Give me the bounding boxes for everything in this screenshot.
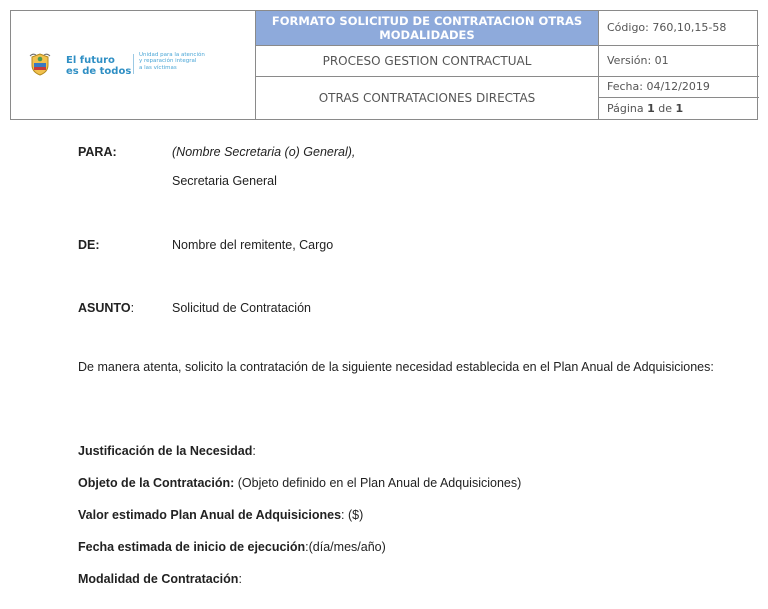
asunto-label: ASUNTO:	[78, 301, 135, 315]
colombia-coat-of-arms-icon	[29, 52, 51, 76]
entity-logo	[11, 11, 255, 119]
document-code: Código: 760,10,15-58	[607, 21, 727, 34]
logo-divider	[133, 54, 134, 74]
slogan-text: El futuro es de todos	[66, 55, 132, 77]
process-name: PROCESO GESTION CONTRACTUAL	[322, 54, 532, 68]
document-title: FORMATO SOLICITUD DE CONTRATACION OTRAS MODALIDADES	[256, 11, 598, 45]
para-recipient-title: Secretaria General	[172, 174, 277, 188]
para-recipient-name: (Nombre Secretaria (o) General),	[172, 145, 356, 159]
document-version: Versión: 01	[607, 54, 669, 67]
justificacion-field: Justificación de la Necesidad:	[78, 444, 256, 458]
document-date: Fecha: 04/12/2019	[607, 80, 710, 93]
fecha-inicio-field: Fecha estimada de inicio de ejecución:(día/mes/año)	[78, 540, 386, 554]
document-header	[10, 10, 758, 120]
page-number: Página 1 de 1	[607, 102, 684, 115]
de-label: DE:	[78, 238, 100, 252]
entity-name-text: Unidad para la atención y reparación integral a las víctimas	[139, 52, 205, 71]
valor-field: Valor estimado Plan Anual de Adquisiciones: ($)	[78, 508, 364, 522]
objeto-field: Objeto de la Contratación: (Objeto definido en el Plan Anual de Adquisiciones)	[78, 476, 522, 490]
para-label: PARA:	[78, 145, 117, 159]
modalidad-field: Modalidad de Contratación:	[78, 572, 242, 586]
subprocess-name: OTRAS CONTRATACIONES DIRECTAS	[318, 91, 536, 105]
asunto-value: Solicitud de Contratación	[172, 301, 311, 315]
request-paragraph: De manera atenta, solicito la contratación de la siguiente necesidad establecida en el Plan Anual de Adquisiciones:	[78, 360, 714, 374]
de-value: Nombre del remitente, Cargo	[172, 238, 334, 252]
